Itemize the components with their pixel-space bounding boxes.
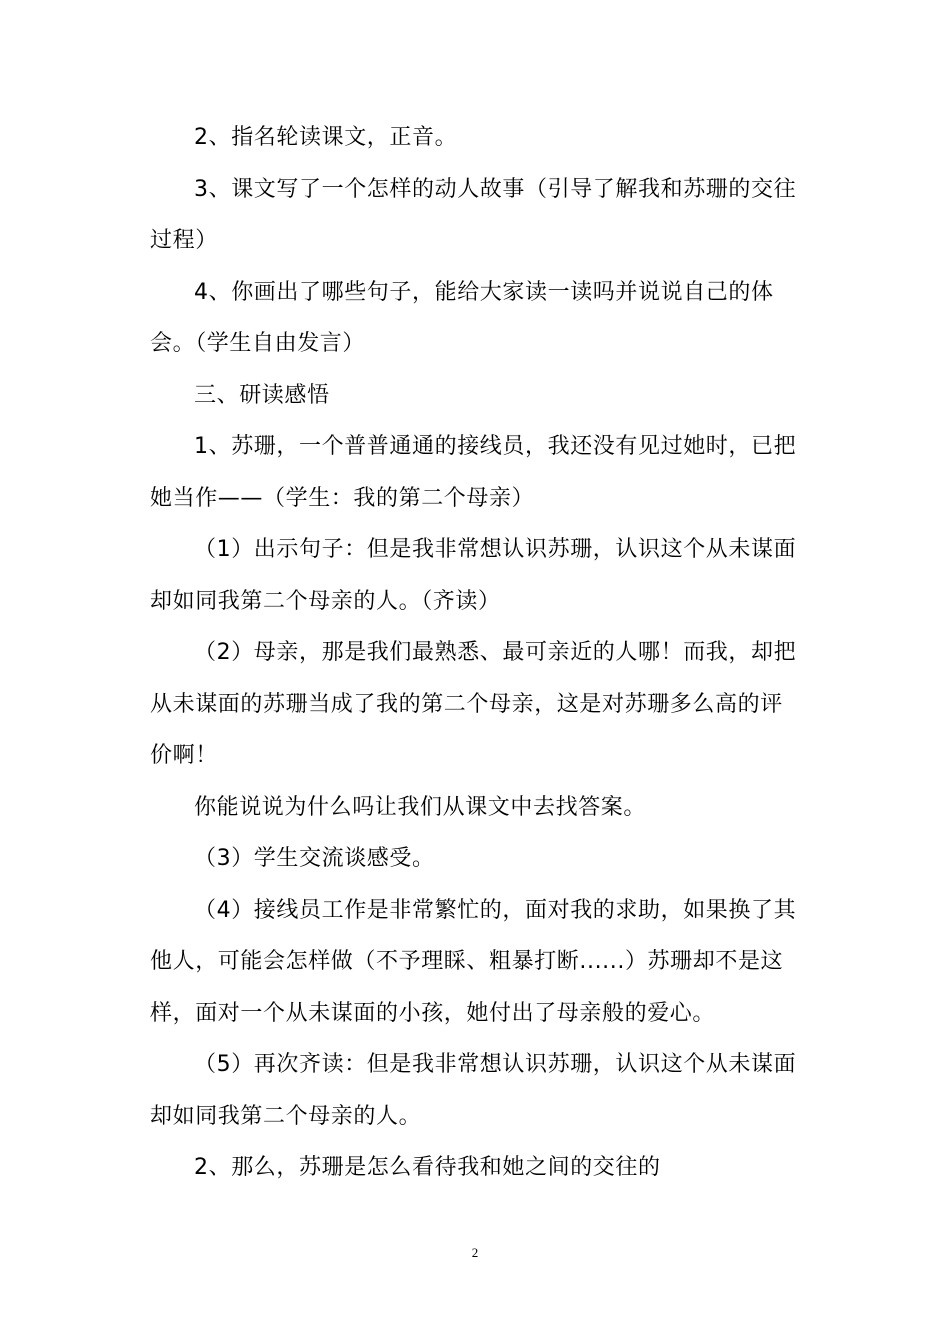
paragraph: 2、指名轮读课文，正音。 bbox=[194, 125, 458, 150]
paragraph: （2）母亲，那是我们最熟悉、最可亲近的人哪！而我，却把从未谋面的苏珊当成了我的第二个母亲，这是对苏珊多么高的评价啊！ bbox=[150, 640, 797, 768]
paragraph: 2、那么，苏珊是怎么看待我和她之间的交往的 bbox=[194, 1155, 661, 1180]
paragraph: 1、苏珊，一个普普通通的接线员，我还没有见过她时，已把她当作——（学生：我的第二个母亲） bbox=[150, 434, 797, 511]
paragraph: （3）学生交流谈感受。 bbox=[194, 846, 435, 871]
document-body bbox=[150, 112, 800, 1194]
paragraph: 你能说说为什么吗让我们从课文中去找答案。 bbox=[194, 794, 647, 820]
paragraph: 3、课文写了一个怎样的动人故事（引导了解我和苏珊的交往过程） bbox=[150, 176, 797, 253]
paragraph: （1）出示句子：但是我非常想认识苏珊，认识这个从未谋面却如同我第二个母亲的人。（齐读） bbox=[150, 537, 797, 614]
section-heading: 三、研读感悟 bbox=[194, 382, 330, 408]
paragraph: （4）接线员工作是非常繁忙的，面对我的求助，如果换了其他人，可能会怎样做（不予理睬、粗暴打断......）苏珊却不是这样，面对一个从未谋面的小孩，她付出了母亲般的爱心。 bbox=[150, 897, 797, 1026]
page-number: 2 bbox=[471, 1245, 479, 1260]
paragraph: 4、你画出了哪些句子，能给大家读一读吗并说说自己的体会。（学生自由发言） bbox=[150, 279, 774, 356]
paragraph: （5）再次齐读：但是我非常想认识苏珊，认识这个从未谋面却如同我第二个母亲的人。 bbox=[150, 1052, 797, 1129]
